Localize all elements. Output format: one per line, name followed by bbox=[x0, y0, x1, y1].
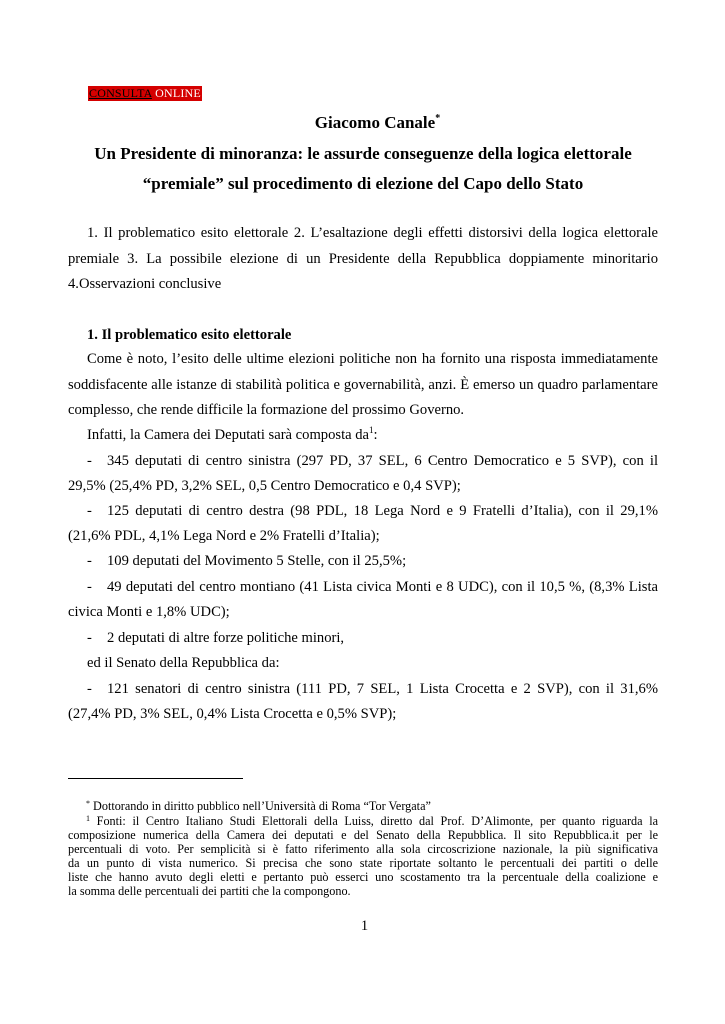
author-footnote-mark: * bbox=[435, 113, 441, 124]
footnote-star-mark: * bbox=[86, 799, 90, 808]
footnote-separator bbox=[68, 778, 243, 779]
bullet-dash: - bbox=[87, 553, 92, 569]
footnote-1-line bbox=[86, 814, 658, 828]
author-text: Giacomo Canale bbox=[314, 113, 436, 132]
list-item-text: 109 deputati del Movimento 5 Stelle, con il 25,5%; bbox=[107, 553, 407, 569]
list-item-continuation: 29,5% (25,4% PD, 3,2% SEL, 0,5 Centro Democratico e 0,4 SVP); bbox=[68, 478, 461, 494]
title-line-2: “premiale” sul procedimento di elezione del Capo dello Stato bbox=[142, 174, 584, 193]
bullet-dash: - bbox=[87, 579, 92, 595]
footnote-1-line: da un punto di vista numerico. Si precisa che sono state riportate soltanto le percentuali dei partiti o delle bbox=[68, 856, 658, 870]
bullet-dash: - bbox=[87, 630, 92, 646]
paragraph-line: Come è noto, l’esito delle ultime elezioni politiche non ha fornito una risposta immediatamente bbox=[87, 351, 658, 367]
footnote-1-mark: 1 bbox=[86, 814, 90, 823]
camera-intro bbox=[87, 426, 658, 444]
list-item-continuation: (27,4% PD, 3% SEL, 0,4% Lista Crocetta e 0,5% SVP); bbox=[68, 706, 397, 722]
paragraph-line: soddisfacente alle istanze di stabilità politica e governabilità, anzi. È emerso un quadro parlamentare bbox=[68, 377, 658, 393]
list-item-text: 2 deputati di altre forze politiche minori, bbox=[107, 630, 345, 646]
camera-intro-colon: : bbox=[373, 427, 378, 443]
abstract-line-2: premiale 3. La possibile elezione di un Presidente della Repubblica doppiamente minoritario bbox=[68, 251, 658, 267]
camera-intro-text: Infatti, la Camera dei Deputati sarà composta da bbox=[87, 427, 370, 443]
footnote-star-text: Dottorando in diritto pubblico nell’Università di Roma “Tor Vergata” bbox=[93, 799, 431, 813]
paragraph-line: complesso, che rende difficile la formazione del prossimo Governo. bbox=[68, 402, 465, 418]
senato-intro: ed il Senato della Repubblica da: bbox=[87, 655, 280, 671]
footnote-1-line: composizione numerica della Camera dei deputati e del Senato della Repubblica. Il sito Repubblica.it per le bbox=[68, 828, 658, 842]
logo-word-consulta: CONSULTA bbox=[89, 86, 152, 100]
footnote-ref-1[interactable]: 1 bbox=[369, 425, 374, 435]
abstract-line-3: 4.Osservazioni conclusive bbox=[68, 276, 222, 292]
consulta-online-logo[interactable] bbox=[88, 86, 202, 101]
abstract-line-1: 1. Il problematico esito elettorale 2. L’esaltazione degli effetti distorsivi della logica elettorale bbox=[87, 225, 658, 241]
title-line-1: Un Presidente di minoranza: le assurde conseguenze della logica elettorale bbox=[94, 144, 632, 163]
footnote-1-line: liste che hanno avuto degli eletti e pertanto può esserci uno scostamento tra la percentuale della coalizione e bbox=[68, 870, 658, 884]
list-item-text: 125 deputati di centro destra (98 PDL, 18 Lega Nord e 9 Fratelli d’Italia), con il 29,1% bbox=[107, 503, 658, 519]
list-item-text: 121 senatori di centro sinistra (111 PD, 7 SEL, 1 Lista Crocetta e 2 SVP), con il 31,6% bbox=[107, 681, 658, 697]
list-item-text: 345 deputati di centro sinistra (297 PD, 37 SEL, 6 Centro Democratico e 5 SVP), con il bbox=[107, 453, 658, 469]
list-item-text: 49 deputati del centro montiano (41 Lista civica Monti e 8 UDC), con il 10,5 %, (8,3% Lista bbox=[107, 579, 658, 595]
footnote-author bbox=[86, 799, 676, 813]
footnote-1-text: Fonti: il Centro Italiano Studi Elettorali della Luiss, diretto dal Prof. D’Alimonte, per quanto riguarda la bbox=[96, 814, 659, 828]
list-item-continuation: (21,6% PDL, 4,1% Lega Nord e 2% Fratelli d’Italia); bbox=[68, 528, 380, 544]
list-item-continuation: civica Monti e 1,8% UDC); bbox=[68, 604, 230, 620]
bullet-dash: - bbox=[87, 503, 92, 519]
bullet-dash: - bbox=[87, 681, 92, 697]
author-name bbox=[0, 112, 725, 134]
footnote-1-line: la somma delle percentuali dei partiti che la compongono. bbox=[68, 884, 351, 898]
section-heading: 1. Il problematico esito elettorale bbox=[87, 327, 292, 343]
page-number: 1 bbox=[360, 918, 369, 934]
bullet-dash: - bbox=[87, 453, 92, 469]
footnote-1-line: percentuali di voto. Per semplicità si è fatto riferimento alla sola circoscrizione nazionale, la più significativa bbox=[68, 842, 658, 856]
logo-word-online: ONLINE bbox=[155, 86, 201, 100]
